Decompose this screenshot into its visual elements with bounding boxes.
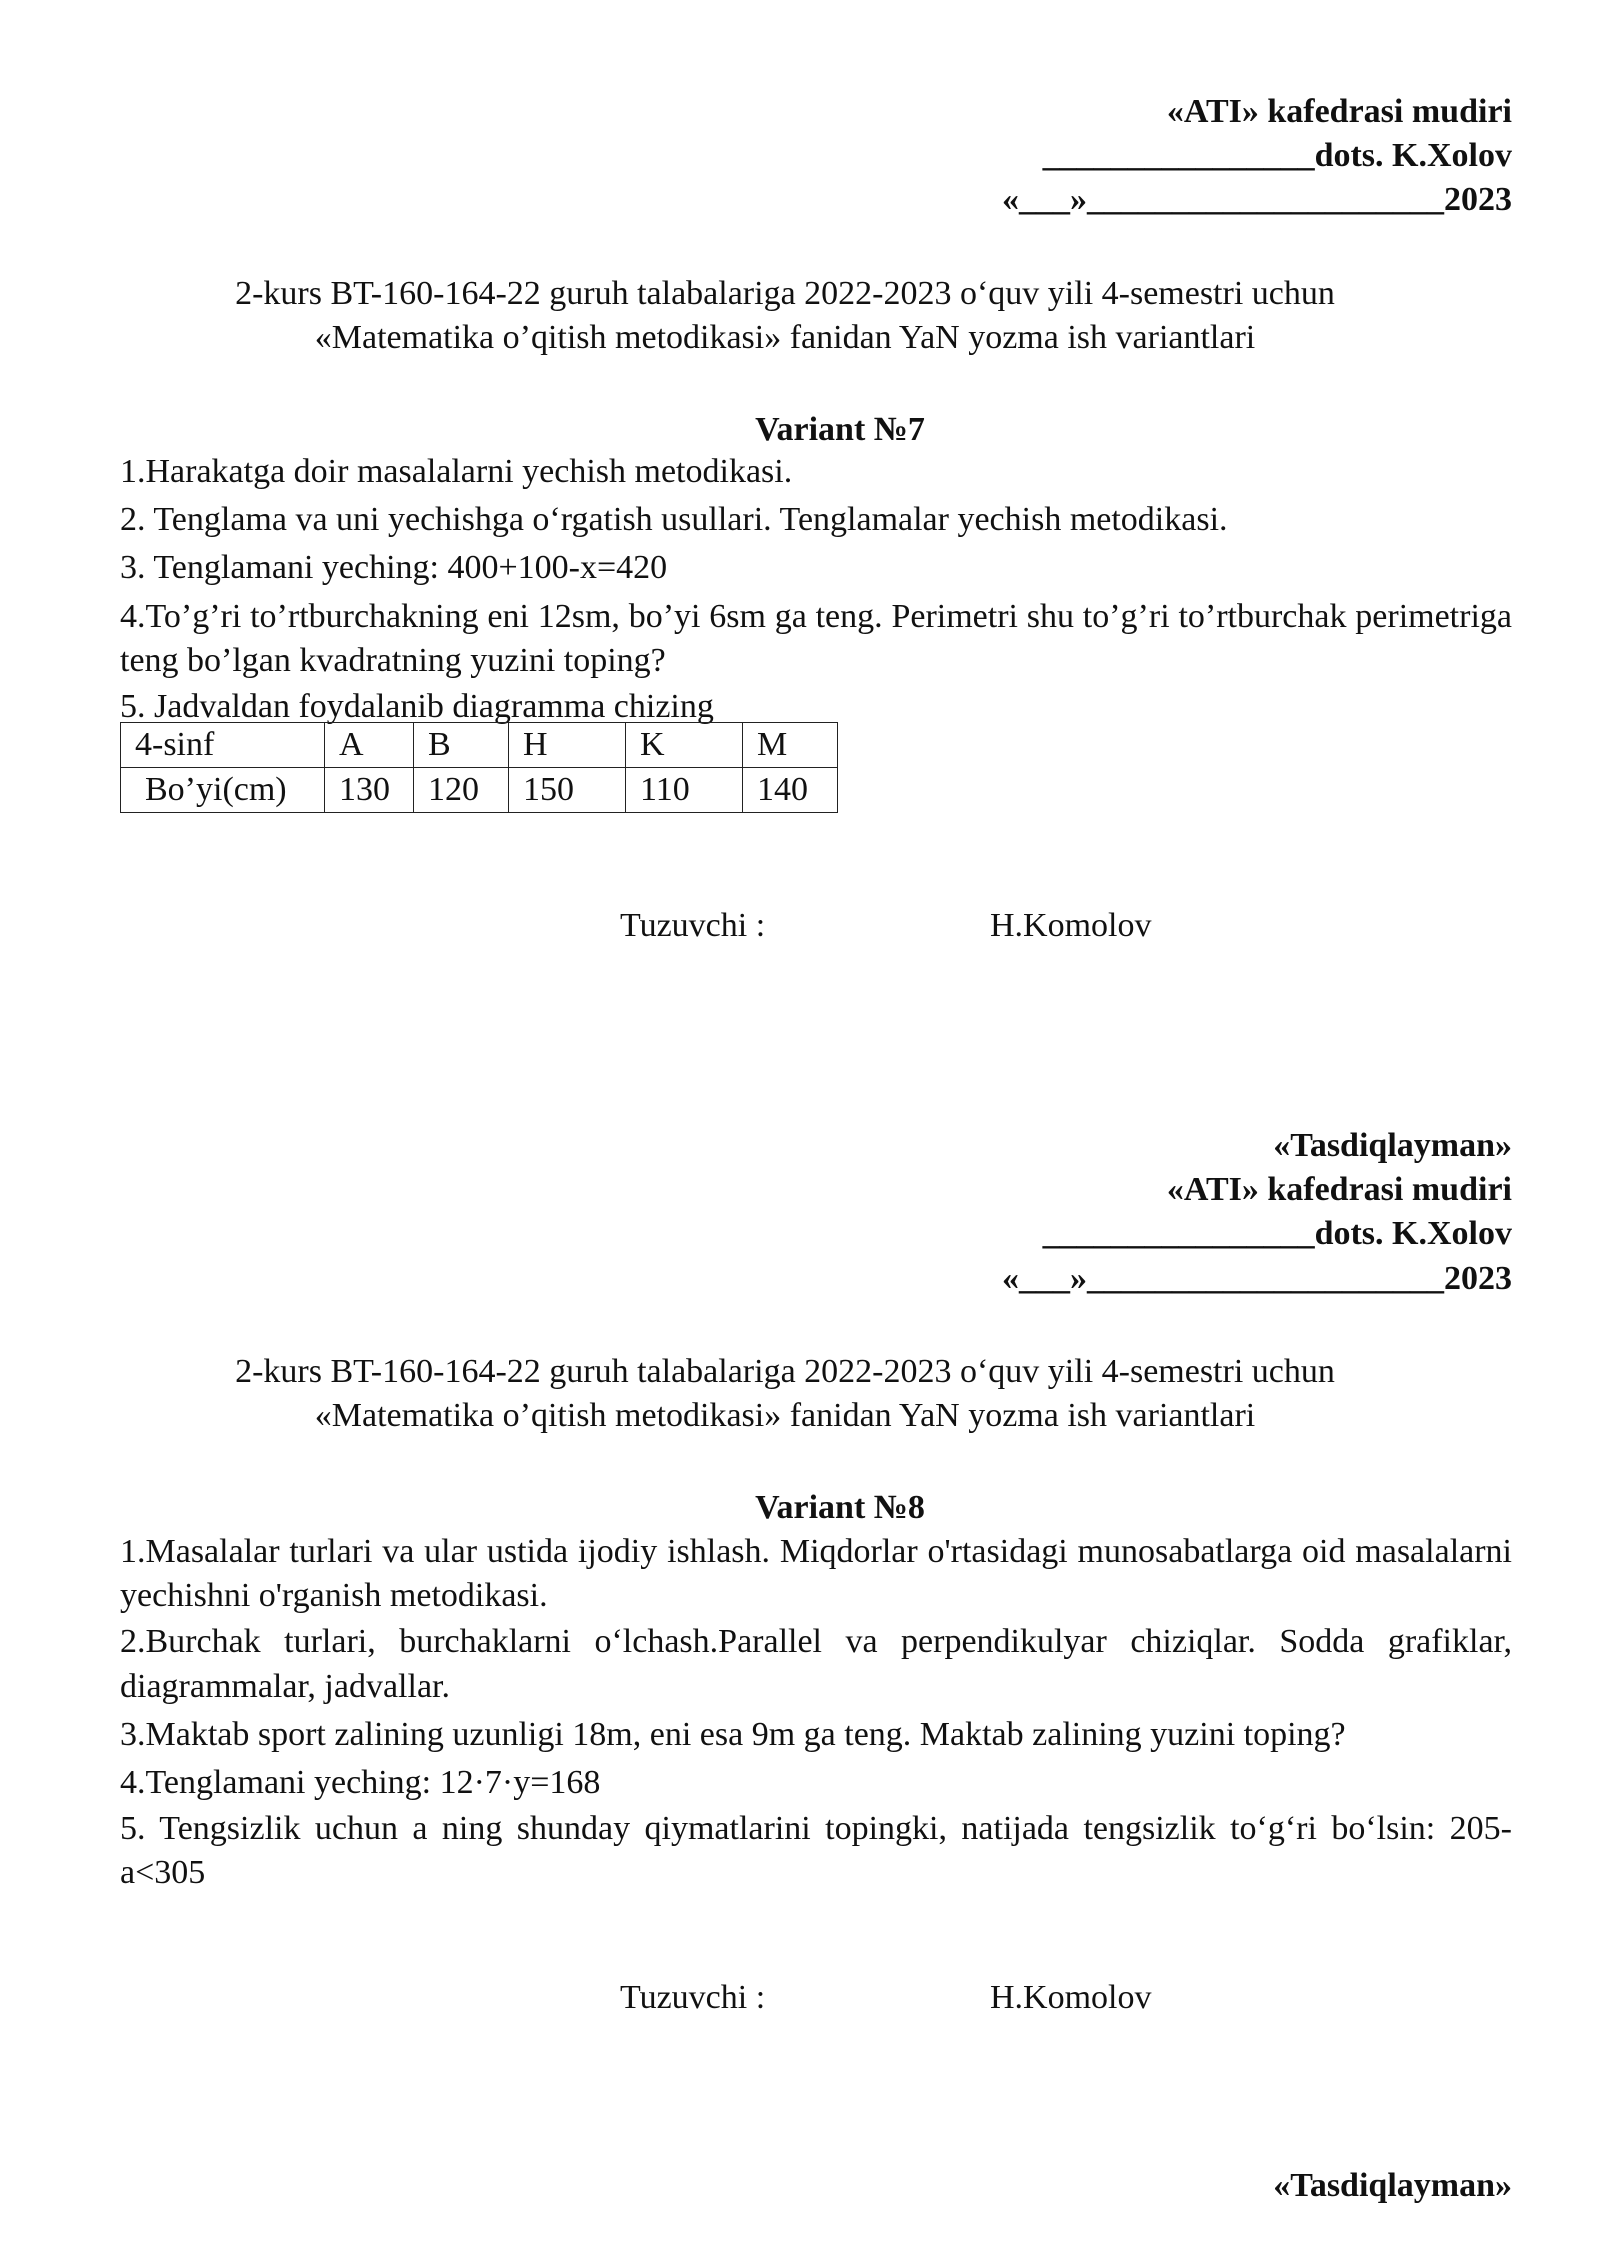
question-item: 5. Tengsizlik uchun a ning shunday qiymatlarini topingki, natijada tengsizlik to‘g‘ri bo‘lsin: 205-a<305 bbox=[120, 1810, 1512, 1892]
table-cell: 4-sinf bbox=[121, 723, 325, 768]
table-cell: 120 bbox=[414, 768, 509, 813]
question-item: 4.Tenglamani yeching: 12·7·y=168 bbox=[120, 1763, 601, 1801]
question-item: 2. Tenglama va uni yechishga o‘rgatish usullari. Tenglamalar yechish metodikasi. bbox=[120, 501, 1228, 539]
table-cell: H bbox=[509, 723, 626, 768]
table-cell: B bbox=[414, 723, 509, 768]
author-label-7: Tuzuvchi : bbox=[620, 907, 766, 944]
approval-dept: «ATI» kafedrasi mudiri bbox=[1166, 93, 1512, 130]
approval-date: «___»_____________________2023 bbox=[1002, 1259, 1512, 1297]
table-cell: 140 bbox=[743, 768, 838, 813]
height-table bbox=[120, 722, 838, 813]
table-row bbox=[121, 768, 838, 813]
question-item: 2.Burchak turlari, burchaklarni o‘lchash.Parallel va perpendikulyar chiziqlar. Sodda grafiklar, diagrammalar, jadvallar. bbox=[120, 1623, 1512, 1705]
question-item: 4.To’g’ri to’rtburchakning eni 12sm, bo’yi 6sm ga teng. Perimetri shu to’g’ri to’rtburchak perimetriga teng bo’lgan kvadratning yuzini toping? bbox=[120, 597, 1512, 679]
approval-block-7 bbox=[120, 90, 1512, 223]
variant-title-7: Variant №7 bbox=[755, 411, 925, 448]
author-label-8: Tuzuvchi : bbox=[620, 1979, 766, 2016]
approval-title-next: «Tasdiqlayman» bbox=[1273, 2167, 1512, 2204]
table-cell: 110 bbox=[626, 768, 743, 813]
table-cell: 130 bbox=[325, 768, 414, 813]
author-name-8: H.Komolov bbox=[990, 1979, 1152, 2016]
table-cell: K bbox=[626, 723, 743, 768]
document-header-8 bbox=[100, 1350, 1470, 1438]
approval-date: «___»_____________________2023 bbox=[1002, 181, 1512, 219]
question-list-7 bbox=[120, 450, 1512, 729]
header-line-1: 2-kurs BT-160-164-22 guruh talabalariga 2022-2023 o‘quv yili 4-semestri uchun bbox=[235, 1353, 1335, 1390]
header-line-2: «Matematika o’qitish metodikasi» fanidan YaN yozma ish variantlari bbox=[314, 319, 1256, 357]
table-cell: 150 bbox=[509, 768, 626, 813]
table-cell: Bo’yi(cm) bbox=[121, 768, 325, 813]
approval-signer: ________________dots. K.Xolov bbox=[1042, 137, 1512, 175]
approval-dept: «ATI» kafedrasi mudiri bbox=[1166, 1171, 1512, 1209]
header-line-1: 2-kurs BT-160-164-22 guruh talabalariga 2022-2023 o‘quv yili 4-semestri uchun bbox=[235, 275, 1335, 312]
question-item: 5. Jadvaldan foydalanib diagramma chizing bbox=[120, 687, 714, 725]
question-item: 3.Maktab sport zalining uzunligi 18m, eni esa 9m ga teng. Maktab zalining yuzini toping? bbox=[120, 1715, 1346, 1753]
author-name-7: H.Komolov bbox=[990, 907, 1152, 944]
table-cell: A bbox=[325, 723, 414, 768]
question-list-8 bbox=[120, 1530, 1512, 1896]
header-line-2: «Matematika o’qitish metodikasi» fanidan YaN yozma ish variantlari bbox=[314, 1397, 1256, 1435]
height-table-wrap bbox=[120, 722, 1512, 813]
question-item: 1.Harakatga doir masalalarni yechish metodikasi. bbox=[120, 453, 793, 490]
variant-title-8: Variant №8 bbox=[755, 1489, 925, 1526]
question-item: 1.Masalalar turlari va ular ustida ijodiy ishlash. Miqdorlar o'rtasidagi munosabatlarga oid masalalarni yechishni o'rganish metodikasi. bbox=[120, 1533, 1512, 1615]
document-header-7 bbox=[100, 272, 1470, 360]
table-header-row bbox=[121, 723, 838, 768]
table-cell: M bbox=[743, 723, 838, 768]
approval-signer: ________________dots. K.Xolov bbox=[1042, 1215, 1512, 1253]
approval-block-8 bbox=[120, 1124, 1512, 1301]
question-item: 3. Tenglamani yeching: 400+100-x=420 bbox=[120, 549, 668, 587]
approval-title: «Tasdiqlayman» bbox=[1273, 1127, 1512, 1164]
